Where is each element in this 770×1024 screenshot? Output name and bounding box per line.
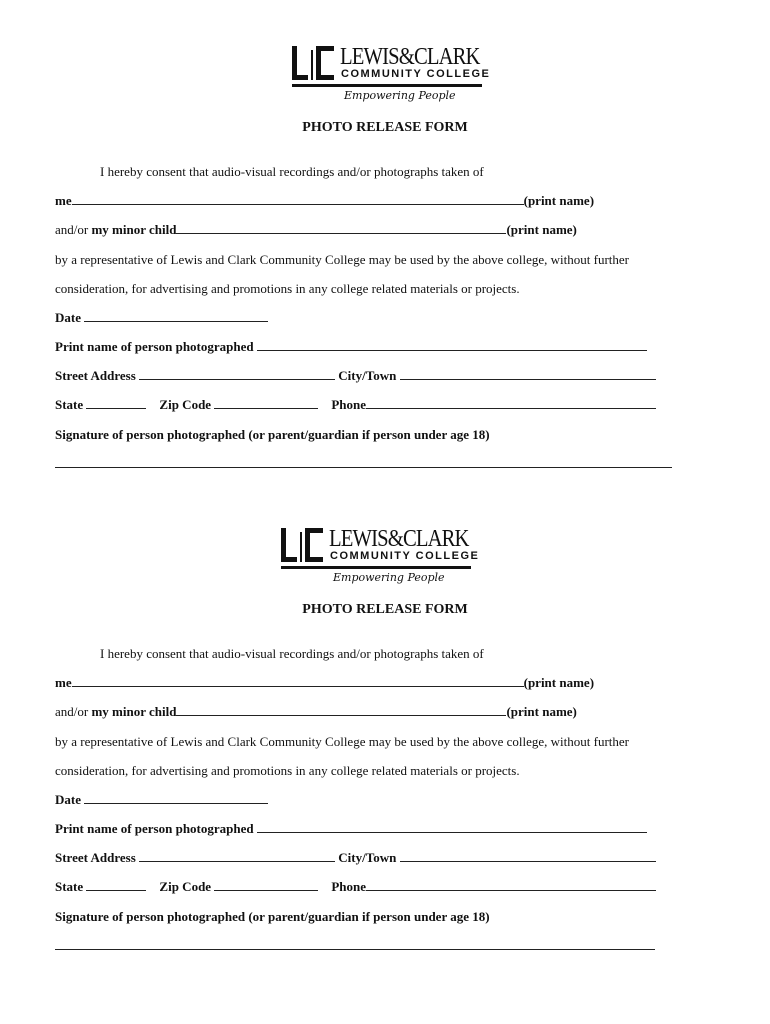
phone-label: Phone — [331, 879, 366, 894]
print-name-label: (print name) — [506, 222, 577, 237]
date-field[interactable] — [84, 310, 268, 322]
me-name-field[interactable] — [72, 193, 524, 205]
signature-field[interactable] — [55, 938, 655, 950]
phone-label: Phone — [331, 397, 366, 412]
me-label: me — [55, 193, 72, 208]
contact-row — [55, 397, 656, 413]
logo-subtitle: COMMUNITY COLLEGE — [330, 550, 480, 562]
state-label: State — [55, 879, 84, 894]
logo-rule — [281, 566, 471, 569]
person-name-label: Print name of person photographed — [55, 339, 254, 354]
city-label: City/Town — [338, 850, 397, 865]
street-field[interactable] — [139, 368, 335, 380]
me-row — [55, 675, 594, 691]
body-line-1: by a representative of Lewis and Clark Community College may be used by the above college, without further — [55, 252, 630, 267]
form-title: PHOTO RELEASE FORM — [302, 120, 468, 135]
address-row — [55, 850, 656, 866]
minor-label: my minor child — [91, 222, 177, 237]
body-line-2: consideration, for advertising and promotions in any college related materials or projects. — [55, 763, 520, 778]
logo-tagline: Empowering People — [333, 571, 445, 584]
date-row — [55, 792, 268, 808]
photo-release-form-2 — [0, 524, 770, 1004]
andor-label: and/or — [55, 704, 89, 719]
person-row — [55, 821, 647, 837]
street-label: Street Address — [55, 368, 136, 383]
minor-row — [55, 222, 577, 238]
signature-row — [55, 456, 672, 472]
city-field[interactable] — [400, 368, 656, 380]
phone-field[interactable] — [366, 879, 656, 891]
photo-release-form-1 — [0, 42, 770, 522]
city-field[interactable] — [400, 850, 656, 862]
zip-field[interactable] — [214, 397, 318, 409]
zip-field[interactable] — [214, 879, 318, 891]
state-field[interactable] — [86, 879, 146, 891]
minor-name-field[interactable] — [176, 222, 506, 234]
person-row — [55, 339, 647, 355]
logo-name: LEWIS&CLARK — [329, 526, 469, 552]
state-field[interactable] — [86, 397, 146, 409]
logo-rule — [292, 84, 482, 87]
lc-monogram-icon — [292, 46, 338, 80]
lc-monogram-icon — [281, 528, 327, 562]
date-label: Date — [55, 792, 81, 807]
print-name-label: (print name) — [506, 704, 577, 719]
city-label: City/Town — [338, 368, 397, 383]
consent-intro: I hereby consent that audio-visual recordings and/or photographs taken of — [100, 164, 484, 179]
body-line-1: by a representative of Lewis and Clark Community College may be used by the above college, without further — [55, 734, 630, 749]
form-title: PHOTO RELEASE FORM — [302, 602, 468, 617]
state-label: State — [55, 397, 84, 412]
me-label: me — [55, 675, 72, 690]
contact-row — [55, 879, 656, 895]
minor-label: my minor child — [91, 704, 177, 719]
date-label: Date — [55, 310, 81, 325]
minor-name-field[interactable] — [176, 704, 506, 716]
me-row — [55, 193, 594, 209]
person-name-label: Print name of person photographed — [55, 821, 254, 836]
minor-row — [55, 704, 577, 720]
logo-subtitle: COMMUNITY COLLEGE — [341, 68, 491, 80]
date-field[interactable] — [84, 792, 268, 804]
person-name-field[interactable] — [257, 339, 647, 351]
me-name-field[interactable] — [72, 675, 524, 687]
zip-label: Zip Code — [159, 397, 212, 412]
signature-label: Signature of person photographed (or parent/guardian if person under age 18) — [55, 909, 490, 924]
print-name-label: (print name) — [523, 675, 595, 690]
body-line-2: consideration, for advertising and promotions in any college related materials or projects. — [55, 281, 520, 296]
print-name-label: (print name) — [523, 193, 595, 208]
andor-label: and/or — [55, 222, 89, 237]
street-field[interactable] — [139, 850, 335, 862]
signature-row — [55, 938, 655, 954]
date-row — [55, 310, 268, 326]
zip-label: Zip Code — [159, 879, 212, 894]
college-logo — [281, 526, 480, 588]
signature-label: Signature of person photographed (or parent/guardian if person under age 18) — [55, 427, 490, 442]
phone-field[interactable] — [366, 397, 656, 409]
college-logo — [292, 44, 491, 106]
logo-tagline: Empowering People — [344, 89, 456, 102]
street-label: Street Address — [55, 850, 136, 865]
signature-field[interactable] — [55, 456, 672, 468]
person-name-field[interactable] — [257, 821, 647, 833]
address-row — [55, 368, 656, 384]
consent-intro: I hereby consent that audio-visual recordings and/or photographs taken of — [100, 646, 484, 661]
logo-name: LEWIS&CLARK — [340, 44, 480, 70]
